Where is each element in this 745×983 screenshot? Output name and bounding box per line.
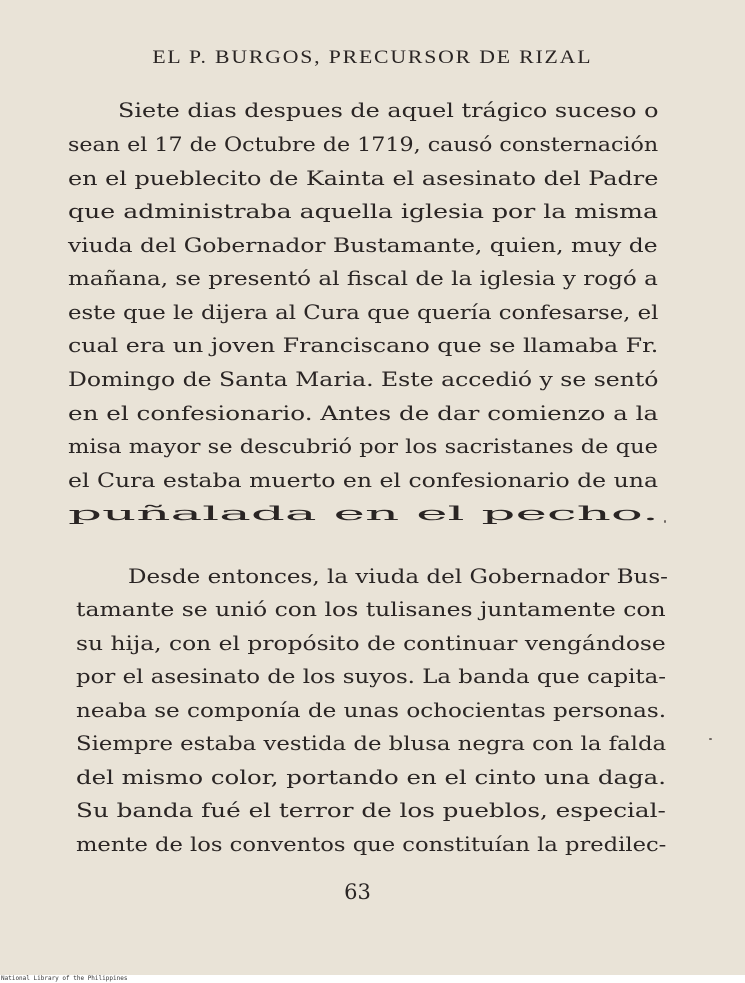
text-line: su hija, con el propósito de continuar vengándose: [76, 631, 666, 655]
text-line: Siempre estaba vestida de blusa negra con la falda: [76, 731, 667, 755]
text-line: viuda del Gobernador Bustamante, quien, muy de: [68, 233, 658, 257]
text-line: mente de los conventos que constituían la predilec-: [76, 832, 667, 856]
footer-credit: National Library of the Philippines: [1, 975, 128, 982]
text-line: del mismo color, portando en el cinto una daga.: [76, 765, 667, 789]
text-line: en el pueblecito de Kainta el asesinato del Padre: [68, 166, 659, 190]
running-head: EL P. BURGOS, PRECURSOR DE RIZAL: [152, 47, 593, 68]
text-line: tamante se unió con los tulisanes juntamente con: [76, 597, 666, 621]
text-line: el Cura estaba muerto en el confesionario de una: [68, 468, 658, 492]
paper-speck: [709, 738, 712, 740]
paper-speck: [664, 520, 666, 523]
text-line: cual era un joven Franciscano que se llamaba Fr.: [68, 333, 659, 357]
text-line: Siete dias despues de aquel trágico suceso o: [118, 98, 659, 122]
text-line: mañana, se presentó al fiscal de la iglesia y rogó a: [68, 266, 658, 290]
text-line: Su banda fué el terror de los pueblos, especial-: [76, 798, 666, 822]
text-line: misa mayor se descubrió por los sacristanes de que: [68, 434, 658, 458]
text-line: Domingo de Santa Maria. Este accedió y se sentó: [68, 367, 659, 391]
text-line: este que le dijera al Cura que quería confesarse, el: [68, 300, 659, 324]
text-line: Desde entonces, la viuda del Gobernador Bus-: [128, 564, 668, 588]
page-number: 63: [344, 880, 371, 904]
text-line: puñalada en el pecho.: [68, 501, 659, 525]
text-line: que administraba aquella iglesia por la misma: [68, 199, 658, 223]
text-line: sean el 17 de Octubre de 1719, causó consternación: [68, 132, 659, 156]
text-line: por el asesinato de los suyos. La banda que capita-: [76, 664, 666, 688]
text-line: en el confesionario. Antes de dar comienzo a la: [68, 401, 659, 425]
footer-strip: [0, 975, 745, 983]
text-line: neaba se componía de unas ochocientas personas.: [76, 698, 667, 722]
